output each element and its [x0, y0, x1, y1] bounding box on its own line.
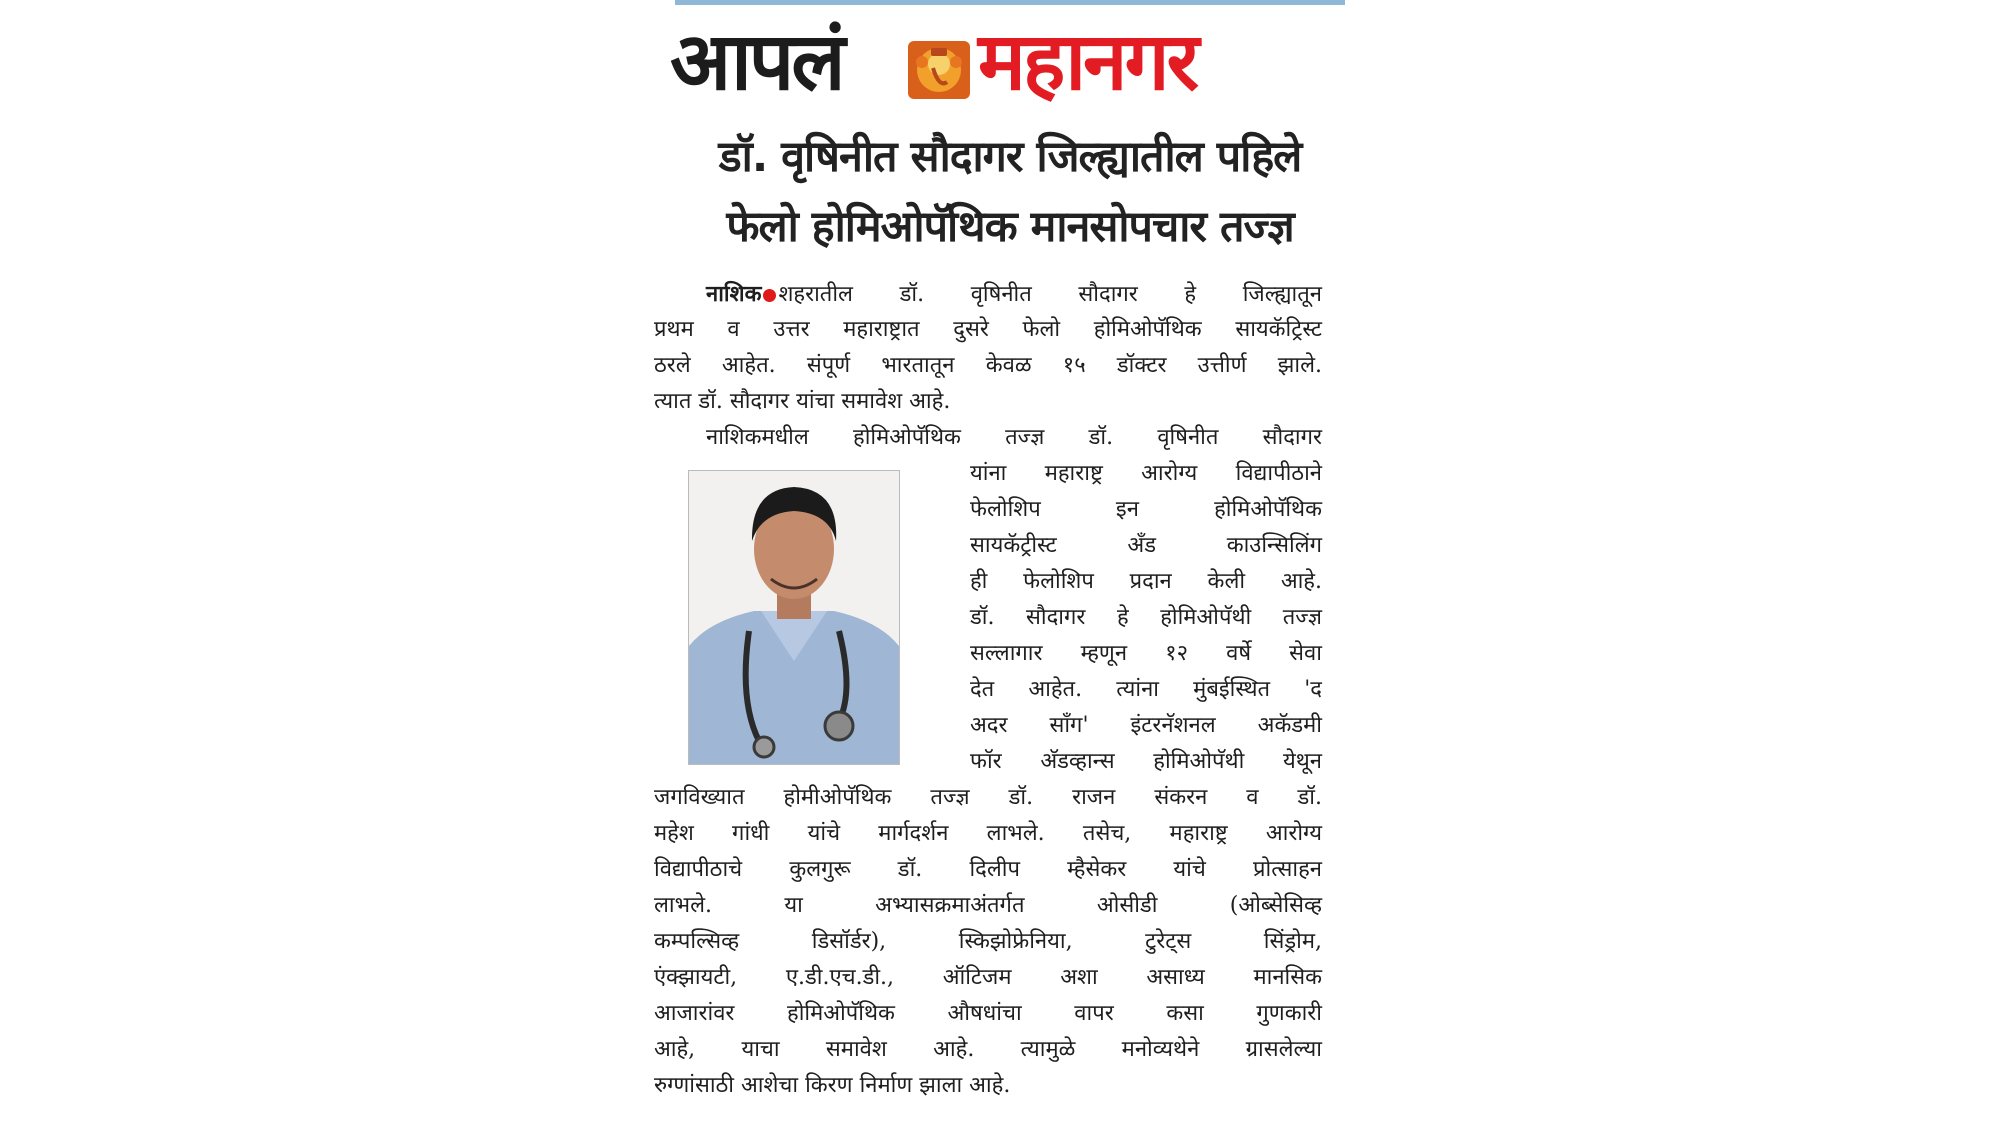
- dateline-dot-icon: [763, 289, 776, 302]
- newspaper-clipping: [650, 0, 1370, 1125]
- article-line-15: जगविख्यात होमीओपॅथिक तज्ज्ञ डॉ. राजन संकरन व डॉ.: [654, 785, 1322, 810]
- article-line-9: ही फेलोशिप प्रदान केली आहे.: [970, 569, 1322, 594]
- article-line-21: आजारांवर होमिओपॅथिक औषधांचा वापर कसा गुणकारी: [654, 1001, 1322, 1026]
- article-line-4: त्यात डॉ. सौदागर यांचा समावेश आहे.: [654, 389, 951, 414]
- article-line-19: कम्पल्सिव्ह डिसॉर्डर), स्किझोफ्रेनिया, टुरेट्स सिंड्रोम,: [654, 929, 1322, 954]
- article-line-6: यांना महाराष्ट्र आरोग्य विद्यापीठाने: [970, 461, 1322, 486]
- article-line-14: फॉर अ‍ॅडव्हान्स होमिओपॅथी येथून: [970, 749, 1322, 774]
- article-line-12: देत आहेत. त्यांना मुंबईस्थित 'द: [970, 677, 1322, 702]
- article-line-18: लाभले. या अभ्यासक्रमाअंतर्गत ओसीडी (ओब्सेसिव्ह: [654, 893, 1322, 918]
- article-line-8: सायकॅट्रीस्ट अँड काउन्सिलिंग: [970, 533, 1322, 558]
- headline-line-1: डॉ. वृषिनीत सौदागर जिल्ह्यातील पहिले: [718, 132, 1302, 182]
- masthead-aapla: आपलं: [670, 15, 843, 108]
- masthead-mahanagar: महानगर: [978, 15, 1197, 108]
- article-line-3: ठरले आहेत. संपूर्ण भारतातून केवळ १५ डॉक्टर उत्तीर्ण झाले.: [654, 353, 1322, 378]
- article-line-1-text: शहरातील डॉ. वृषिनीत सौदागर हे जिल्ह्यातून: [778, 282, 1322, 307]
- article-line-11: सल्लागार म्हणून १२ वर्षे सेवा: [970, 641, 1322, 666]
- article-line-13: अदर साँग' इंटरनॅशनल अकॅडमी: [970, 713, 1322, 738]
- headline-line-2: फेलो होमिओपॅथिक मानसोपचार तज्ज्ञ: [726, 202, 1294, 252]
- article-line-10: डॉ. सौदागर हे होमिओपॅथी तज्ज्ञ: [970, 605, 1322, 630]
- article-line-23: रुग्णांसाठी आशेचा किरण निर्माण झाला आहे.: [654, 1073, 1011, 1098]
- article-line-16: महेश गांधी यांचे मार्गदर्शन लाभले. तसेच, महाराष्ट्र आरोग्य: [654, 821, 1322, 846]
- dateline: नाशिक: [706, 281, 762, 307]
- article-line-7: फेलोशिप इन होमिओपॅथिक: [970, 497, 1322, 522]
- article-line-5: नाशिकमधील होमिओपॅथिक तज्ज्ञ डॉ. वृषिनीत सौदागर: [706, 425, 1322, 450]
- article-line-1: [706, 276, 1322, 312]
- article-body: [650, 0, 1370, 1125]
- article-line-2: प्रथम व उत्तर महाराष्ट्रात दुसरे फेलो होमिओपॅथिक सायकॅट्रिस्ट: [654, 317, 1322, 342]
- article-line-17: विद्यापीठाचे कुलगुरू डॉ. दिलीप म्हैसेकर यांचे प्रोत्साहन: [654, 857, 1322, 882]
- article-line-22: आहे, याचा समावेश आहे. त्यामुळे मनोव्यथेने ग्रासलेल्या: [654, 1037, 1322, 1062]
- article-line-20: एंक्झायटी, ए.डी.एच.डी., ऑटिजम अशा असाध्य मानसिक: [654, 965, 1322, 990]
